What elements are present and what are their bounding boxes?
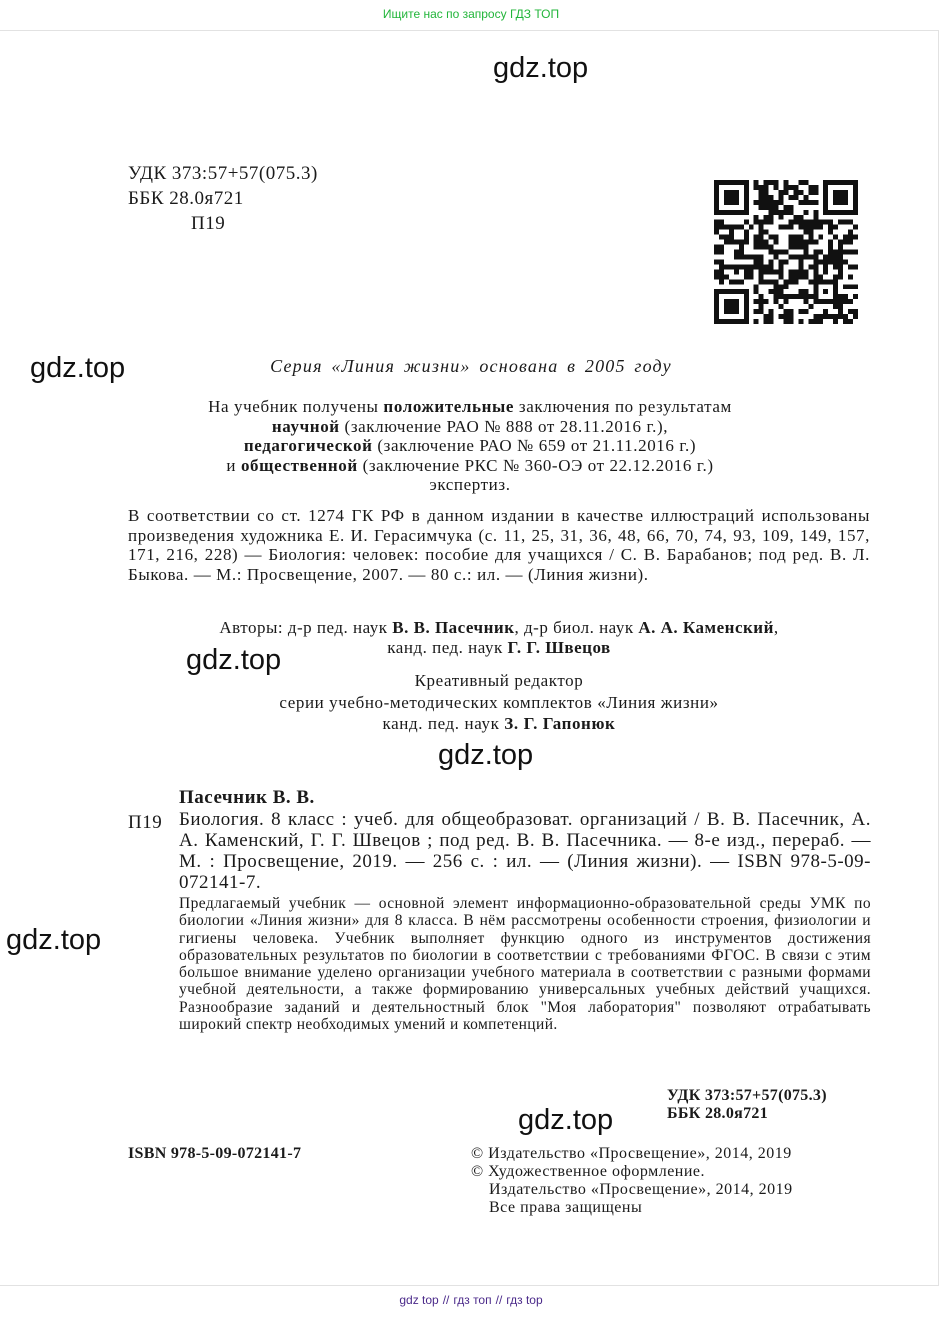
- biblio-author: Пасечник В. В.: [179, 787, 315, 808]
- watermark: gdz.top: [493, 52, 589, 84]
- top-banner[interactable]: Ищите нас по запросу ГДЗ ТОП: [382, 7, 560, 21]
- illustrations-note: В соответствии со ст. 1274 ГК РФ в данном издании в качестве иллюстраций использованы произведения художника Е. И. Герасимчука (с. 11, 25, 31, 36, 48, 66, 70, 74, 93, 109, 149, 157, 171, 216, 228) — Биология: человек: пособие для учащихся / С. В. Барабанов; под ред. В. Л. Быкова. — М.: Просвещение, 2007. — 80 с.: ил. — (Линия жизни).: [128, 506, 870, 584]
- watermark: gdz.top: [6, 924, 102, 956]
- biblio-description: Биология. 8 класс : учеб. для общеобразоват. организаций / В. В. Пасечник, А. А. Каменский, Г. Г. Швецов ; под ред. В. В. Пасечника. — 8-е изд., перераб. — М. : Просвещение, 2019. — 256 с. : ил. — (Линия жизни). — ISBN 978-5-09-072141-7.: [179, 809, 871, 893]
- udk-code: УДК 373:57+57(075.3): [128, 163, 318, 184]
- watermark: gdz.top: [30, 352, 126, 384]
- link-separator: //: [495, 1293, 503, 1307]
- approval-note: На учебник получены положительные заключения по результатам научной (заключение РАО № 888 от 28.11.2016 г.), педагогической (заключение РАО № 659 от 21.11.2016 г.) и общественной (заключение РКС № 360-ОЭ от 22.12.2016 г.) экспертиз.: [208, 397, 732, 494]
- isbn: ISBN 978-5-09-072141-7: [128, 1145, 302, 1162]
- biblio-index: П19: [128, 812, 163, 833]
- bottom-link[interactable]: гдз top: [506, 1293, 543, 1307]
- copyright-block: © Издательство «Просвещение», 2014, 2019 © Художественное оформление. Издательство «Просвещение», 2014, 2019 Все права защищены: [471, 1145, 793, 1216]
- bbk-code: ББК 28.0я721: [128, 188, 244, 209]
- bottom-link[interactable]: gdz top: [399, 1293, 439, 1307]
- annotation: Предлагаемый учебник — основной элемент информационно-образовательной среды УМК по биологии «Линия жизни» для 8 класса. В нём рассмотрены особенности строения, физиологии и гигиены человека. Учебник выполняет функцию одного из инструментов достижения образовательных результатов по биологии в соответствии с требованиями ФГОС. В связи с этим большое внимание уделено организации учебного материала в соответствии с разными формами учебной деятельности, а также формированию универсальных учебных действий учащихся. Разнообразие заданий и деятельностный блок "Моя лаборатория" позволяют отрабатывать широкий спектр необходимых умений и компетенций.: [179, 895, 871, 1034]
- bottom-links: [0, 1293, 942, 1307]
- link-separator: //: [442, 1293, 450, 1307]
- bibliographic-record: [179, 787, 871, 1033]
- watermark: gdz.top: [438, 739, 534, 771]
- qr-code-icon[interactable]: [714, 180, 858, 324]
- creative-editor: Креативный редактор серии учебно-методических комплектов «Линия жизни» канд. пед. наук З. Г. Гапонюк: [279, 671, 719, 733]
- author-index: П19: [191, 213, 226, 234]
- watermark: gdz.top: [518, 1104, 614, 1136]
- biblio-codes: УДК 373:57+57(075.3) ББК 28.0я721: [667, 1087, 827, 1122]
- watermark: gdz.top: [186, 644, 282, 676]
- series-note: Серия «Линия жизни» основана в 2005 году: [270, 356, 672, 376]
- bottom-link[interactable]: гдз топ: [453, 1293, 492, 1307]
- authors-line: Авторы: д-р пед. наук В. В. Пасечник, д-р биол. наук А. А. Каменский, канд. пед. наук Г. Г. Швецов: [219, 618, 779, 657]
